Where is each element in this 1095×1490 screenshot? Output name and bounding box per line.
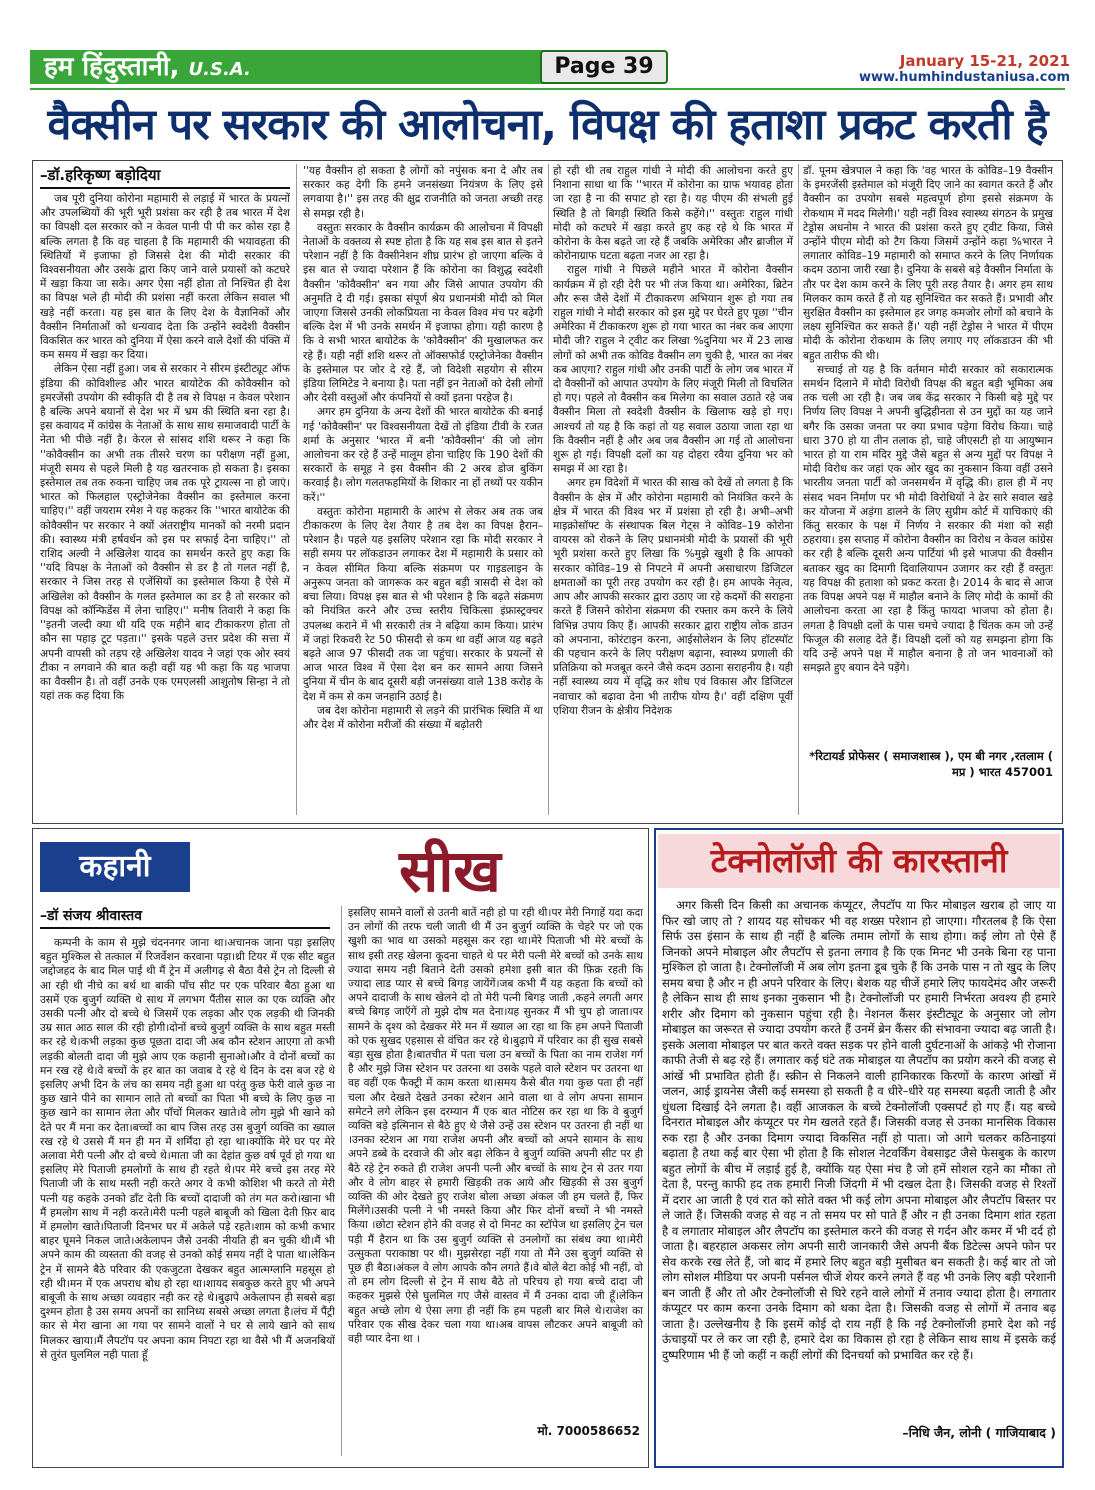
paragraph: अगर हम विदेशों में भारत की साख को देखें तो लगता है कि वैक्सीन के क्षेत्र में और कोरोना महामारी को नियंत्रित करने के क्षेत्र में भारत की विश्व भर में प्रशंसा हो रही है। अभी–अभी माइक्रोसॉफ्ट के संस्थापक बिल गेट्स ने कोविड–19 कोरोना वायरस को रोकने के लिए प्रधानमंत्री मोदी के प्रयासों की भूरी भूरी प्रशंसा करते हुए लिखा कि %मुझे खुशी है कि आपको सरकार कोविड–19 से निपटने में अपनी असाधारण डिजिटल क्षमताओं का पूरी तरह उपयोग कर रही है। हम आपके नेतृत्व, आप और आपकी सरकार द्वारा उठाए जा रहे कदमों की सराहना करते हैं जिसने कोरोना संक्रमण की रफ्तार कम करने के लिये विभिन्न उपाय किए हैं। आपकी सरकार द्वारा राष्ट्रीय लोक डाउन को अपनाना, कोरंटाइन करना, आईसोलेशन के लिए हॉटस्पॉट की पहचान करने के लिए परीक्षण बढ़ाना, स्वास्थ्य प्रणाली की प्रतिक्रिया को मजबूत करने जैसे कदम उठाना सराहनीय है। यही नहीं स्वास्थ्य व्यय में वृद्धि कर शोध एवं विकास और डिजिटल नवाचार को बढ़ावा देना भी तारीफ योग्य है।' वहीं दक्षिण पूर्वी एशिया रीजन के क्षेत्रीय निदेशक (553, 477, 793, 717)
author-signature: *रिटायर्ड प्रोफेसर ( समाजशास्त्र ), एम बी नगर ,रतलाम ( मप्र ) भारत 457001 (809, 749, 1053, 779)
article-headline: वैक्सीन पर सरकार की आलोचना, विपक्ष की हताशा प्रकट करती है (47, 100, 1048, 150)
tech-article-title: टेक्नोलॉजी की कारस्तानी (658, 834, 1060, 888)
paragraph: इसलिए सामने वालों से उतनी बातें नही हो पा रही थी।पर मेरी निगाहें यदा कदा उन लोगों की तरफ चली जाती थी मैं उन बुजुर्ग व्यक्ति के चेहरे पर जो एक खुशी का भाव था उसको महसूस कर रहा था।मेरे पिताजी भी मेरे बच्चों के साथ इसी तरह खेलना कूदना चाहते थे पर मेरी पत्नी मेरे बच्चों को उनके साथ ज्यादा समय नही बिताने देती उसको हमेशा इसी बात की फ़िक्र रहती कि ज्यादा लाड प्यार से बच्चे बिगड़ जायेंगें।जब कभी मैं यह कहता कि बच्चों को अपने दादाजी के साथ खेलने दो तो मेरी पत्नी बिगड़ जाती ,कहने लगती अगर बच्चे बिगड़ जाएँगें तो मुझे दोष मत देना।यह सुनकर मैं भी चुप हो जाता।पर सामने के दृश्य को देखकर मेरे मन में ख्याल आ रहा था कि हम अपने पिताजी को एक सुखद एहसास से वंचित कर रहे थे।बुढ़ापे में परिवार का ही सुख सबसे बड़ा सुख होता है।बातचीत में पता चला उन बच्चों के पिता का नाम राजेश गर्ग है और मुझे जिस स्टेशन पर उतरना था उसके पहले वाले स्टेशन पर उतरना था वह वहीं एक फैक्ट्री में काम करता था।समय कैसे बीत गया कुछ पता ही नहीं चला और देखते देखते उनका स्टेशन आने वाला था वे लोग अपना सामान समेटने लगे लेकिन इस दरम्यान मैं एक बात नोटिस कर रहा था कि वे बुजुर्ग व्यक्ति बड़े इत्मिनान से बैठे हुए थे जैसे उन्हें उस स्टेशन पर उतरना ही नहीं था ।उनका स्टेशन आ गया राजेश अपनी और बच्चों को अपने सामान के साथ अपने डब्बे के दरवाजे की ओर बढ़ा लेकिन वे बुजुर्ग व्यक्ति अपनी सीट पर ही बैठे रहे ट्रेन रुकते ही राजेश अपनी पत्नी और बच्चों के साथ ट्रेन से उतर गया और वे लोग बाहर से हमारी खिड़की तक आये और खिड़की से उस बुजुर्ग व्यक्ति की ओर देखते हुए राजेश बोला अच्छा अंकल जी हम चलते हैं, फिर मिलेंगे।उसकी पत्नी ने भी नमस्ते किया और फिर दोनों बच्चों ने भी नमस्ते किया ।छोटा स्टेशन होने की वजह से दो मिनट का स्टॉपेज था इसलिए ट्रेन चल पड़ी मैं हैरान था कि उस बुजुर्ग व्यक्ति से उनलोगों का संबंध क्या था।मेरी उत्सुकता पराकाष्ठा पर थी। मुझसेरहा नहीं गया तो मैंने उस बुजुर्ग व्यक्ति से पूछ ही बैठा।अंकल वे लोग आपके कौन लगते हैं।वे बोले बेटा कोई भी नहीं, वो तो हम लोग दिल्ली से ट्रेन में साथ बैठे तो परिचय हो गया बच्चे दादा जी कहकर मुझसे ऐसे घुलमिल गए जैसे वास्तव में मैं उनका दादा जी हूँ।लेकिन बहुत अच्छे लोग थे ऐसा लगा ही नहीं कि हम पहली बार मिले थे।राजेश का परिवार एक सीख देकर चला गया था।अब वापस लौटकर अपने बाबूजी को वही प्यार देना था । (348, 907, 643, 1346)
story-section-label: कहानी (40, 842, 190, 892)
story-byline: –डॉ संजय श्रीवास्तव (40, 906, 330, 929)
article-column-1 (40, 192, 290, 815)
story-column-1 (40, 936, 335, 1463)
newspaper-brand (30, 50, 590, 84)
tech-author-signature: –निधि जैन, लोनी ( गाजियाबाद ) (902, 1425, 1056, 1440)
column-divider (296, 164, 297, 815)
column-divider (798, 164, 799, 815)
brand-suffix: U.S.A. (188, 59, 251, 80)
page-number-badge: Page 39 (540, 50, 668, 84)
masthead-rule (30, 88, 1065, 90)
article-column-4 (803, 164, 1053, 746)
story-column-2 (348, 906, 643, 1418)
brand-name: हम हिंदुस्तानी, (44, 52, 180, 82)
paragraph: ''यह वैक्सीन हो सकता है लोगों को नपुंसक बना दे और तब सरकार कह देगी कि हमने जनसंख्या नियंत्रण के लिए इसे लगवाया है।'' इस तरह की क्षुद्र राजनीति को जनता अच्छी तरह से समझ रही है। (303, 165, 543, 220)
paragraph: जब देश कोरोना महामारी से लड़ने की प्रारंभिक स्थिति में था और देश में कोरोना मरीजों की संख्या में बढ़ोतरी (303, 704, 543, 731)
story-title: सीख (399, 837, 501, 905)
issue-date: January 15-21, 2021 (899, 52, 1070, 70)
tech-article-body (662, 898, 1056, 1420)
paragraph: वस्तुतः कोरोना महामारी के आरंभ से लेकर अब तक जब टीकाकरण के लिए देश तैयार है तब देश का विपक्ष हैरान–परेशान है। पहले यह इसलिए परेशान रहा कि मोदी सरकार ने सही समय पर लॉकडाउन लगाकर देश में महामारी के प्रसार को न केवल सीमित किया बल्कि संक्रमण पर गाइडलाइन के अनुरूप जनता को जागरूक कर बहुत बड़ी त्रासदी से देश को बचा लिया। विपक्ष इस बात से भी परेशान है कि बढ़ते संक्रमण को नियंत्रित करने और उच्च स्तरीय चिकित्सा इंफ्रास्ट्रक्चर उपलब्ध कराने में भी सरकारी तंत्र ने बढ़िया काम किया। प्रारंभ में जहां रिकवरी रेट 50 फीसदी से कम था वहीं आज यह बढ़ते बढ़ते आज 97 फीसदी तक जा पहुंचा। सरकार के प्रयत्नों से आज भारत विश्व में ऐसा देश बन कर सामने आया जिसने दुनिया में चीन के बाद दूसरी बड़ी जनसंख्या वाले 138 करोड़ के देश में कम से कम जनहानि उठाई है। (303, 505, 543, 703)
article-byline: –डॉ.हरिकृष्ण बड़ोदिया (40, 165, 290, 189)
paragraph: राहुल गांधी ने पिछले महीने भारत में कोरोना वैक्सीन कार्यक्रम में हो रही देरी पर भी तंज किया था। अमेरिका, ब्रिटेन और रूस जैसे देशों में टीकाकरण अभियान शुरू हो गया तब राहुल गांधी ने मोदी सरकार को इस मुद्दे पर घेरते हुए पूछा ''चीन अमेरिका में टीकाकरण शुरू हो गया भारत का नंबर कब आएगा मोदी जी? राहुल ने ट्वीट कर लिखा %दुनिया भर में 23 लाख लोगों को अभी तक कोविड वैक्सीन लग चुकी है, भारत का नंबर कब आएगा? राहुल गांधी और उनकी पार्टी के लोग जब भारत में दो वैक्सीनों को आपात उपयोग के लिए मंजूरी मिली तो विचलित हो गए। पहले तो वैक्सीन कब मिलेगा का सवाल उठाते रहे जब वैक्सीन मिला तो स्वदेशी वैक्सीन के खिलाफ खड़े हो गए। आश्चर्य तो यह है कि कहां तो यह सवाल उठाया जाता रहा था कि वैक्सीन नहीं है और अब जब वैक्सीन आ गई तो आलोचना शुरू हो गई। विपक्षी दलों का यह दोहरा रवैया दुनिया भर को समझ में आ रहा है। (553, 264, 793, 476)
paragraph: वस्तुतः सरकार के वैक्सीन कार्यक्रम की आलोचना में विपक्षी नेताओं के वक्तव्य से स्पष्ट होता है कि यह सब इस बात से इतने परेशान नहीं है कि वैक्सीनेशन शीघ्र प्रारंभ हो जाएगा बल्कि वे इस बात से ज्यादा परेशान हैं कि कोरोना का विशुद्ध स्वदेशी वैक्सीन 'कोवैक्सीन' बन गया और जिसे आपात उपयोग की अनुमति दे दी गई। इसका संपूर्ण श्रेय प्रधानमंत्री मोदी को मिल जाएगा जिससे उनकी लोकप्रियता ना केवल विश्व मंच पर बढ़ेगी बल्कि देश में भी उनके समर्थन में इजाफा होगा। यही कारण है कि वे सभी भारत बायोटेक के 'कोवैक्सीन' की मुखालफत कर रहे हैं। यही नहीं शशि थरूर तो ऑक्सफोर्ड एस्ट्रोजेनेका वैक्सीन के इस्तेमाल पर जोर दे रहे हैं, जो विदेशी सहयोग से सीरम इंडिया लिमिटेड ने बनाया है। पता नहीं इन नेताओं को देसी लोगों और देसी वस्तुओं और कंपनियों से क्यों इतना परहेज है। (303, 221, 543, 405)
column-divider (341, 906, 342, 1456)
paragraph: लेकिन ऐसा नहीं हुआ। जब से सरकार ने सीरम इंस्टीट्यूट ऑफ इंडिया की कोविशील्ड और भारत बायोटेक की कोवैक्सीन को इमरजेंसी उपयोग की स्वीकृति दी है तब से विपक्ष न केवल परेशान है बल्कि अपने बयानों से देश भर में भ्रम की स्थिति बना रहा है। इस कवायद में कांग्रेस के नेताओं के साथ साथ समाजवादी पार्टी के नेता भी पीछे नहीं है। केरल से सांसद शशि थरूर ने कहा कि ''कोवैक्सीन का अभी तक तीसरे चरण का परीक्षण नहीं हुआ, मंजूरी समय से पहले मिली है यह खतरनाक हो सकता है। इसका इस्तेमाल तब तक रुकना चाहिए जब तक पूरे ट्रायल्स ना हो जाएं। भारत को फिलहाल एस्ट्रोजेनेका वैक्सीन का इस्तेमाल करना चाहिए।'' वहीं जयराम रमेश ने यह कहकर कि ''भारत बायोटेक की कोवैक्सीन पर सरकार ने क्यों अंतराष्ट्रीय मानकों को नरमी प्रदान की। स्वास्थ्य मंत्री हर्षवर्धन को इस पर सफाई देना चाहिए।'' तो राशिद अल्वी ने अखिलेश यादव का समर्थन करते हुए कहा कि ''यदि विपक्ष के नेताओं को वैक्सीन से डर है तो गलत नहीं है, सरकार ने जिस तरह से एजेंसियों का इस्तेमाल किया है ऐसे में अखिलेश को वैक्सीन के गलत इस्तेमाल का डर है तो सरकार को विपक्ष को कॉन्फिडेंस में लेना चाहिए।'' मनीष तिवारी ने कहा कि ''इतनी जल्दी क्या थी यदि एक महीने बाद टीकाकरण होता तो कौन सा पहाड़ टूट पड़ता।'' इसके पहले उत्तर प्रदेश की सत्ता में अपनी वापसी को तड़प रहे अखिलेश यादव ने जहां एक ओर स्वयं टीका न लगवाने की बात कही वहीं यह भी कहा कि यह भाजपा का वैक्सीन है। तो वहीं उनके एक एमएलसी आशुतोष सिन्हा ने तो यहां तक कह दिया कि (40, 363, 290, 703)
paragraph: अगर हम दुनिया के अन्य देशों की भारत बायोटेक की बनाई गई 'कोवैक्सीन' पर विश्वसनीयता देखें तो इंडिया टीवी के रजत शर्मा के अनुसार 'भारत में बनी 'कोवैक्सीन' की जो लोग आलोचना कर रहे हैं उन्हें मालूम होना चाहिए कि 190 देशों की सरकारों के समूह ने इस वैक्सीन की 2 अरब डोज बुकिंग करवाई है। लोग गलतफहमियों के शिकार ना हों तथ्यों पर यकीन करें।'' (303, 406, 543, 504)
paragraph: सच्चाई तो यह है कि वर्तमान मोदी सरकार को सकारात्मक समर्थन दिलाने में मोदी विरोधी विपक्ष की बहुत बड़ी भूमिका अब तक चली आ रही है। जब जब केंद्र सरकार ने किसी बड़े मुद्दे पर निर्णय लिए विपक्ष ने अपनी बुद्धिहीनता से उन मुद्दों का यह जाने बगैर कि उसका जनता पर क्या प्रभाव पड़ेगा विरोध किया। चाहे धारा 370 हो या तीन तलाक हो, चाहे जीएसटी हो या आयुष्मान भारत हो या राम मंदिर मुद्दे जैसे बहुत से अन्य मुद्दों पर विपक्ष ने मोदी विरोध कर जहां एक ओर खुद का नुकसान किया वहीं उसने भारतीय जनता पार्टी को जनसमर्थन में वृद्धि की। हाल ही में नए संसद भवन निर्माण पर भी मोदी विरोधियों ने ढेर सारे सवाल खड़े कर योजना में अड़ंगा डालने के लिए सुप्रीम कोर्ट में याचिकाएं की किंतु सरकार के पक्ष में निर्णय ने सरकार की मंशा को सही ठहराया। इस सप्ताह में कोरोना वैक्सीन का विरोध न केवल कांग्रेस कर रही है बल्कि दूसरी अन्य पार्टियां भी इसे भाजपा की वैक्सीन बताकर खुद का दिमागी दिवालियापन उजागर कर रही हैं वस्तुतः यह विपक्ष की हताशा को प्रकट करता है। 2014 के बाद से आज तक विपक्ष अपने पक्ष में माहौल बनाने के लिए मोदी के कामों की आलोचना करता आ रहा है किंतु फायदा भाजपा को होता है। लगता है विपक्षी दलों के पास चमचे ज्यादा है चिंतक कम जो उन्हें फिजूल की सलाह देते हैं। विपक्षी दलों को यह समझना होगा कि यदि उन्हें अपने पक्ष में माहौल बनाना है तो जन भावनाओं को समझते हुए बयान देने पड़ेंगे। (803, 363, 1053, 675)
paragraph: डॉ. पूनम खेत्रपाल ने कहा कि 'वह भारत के कोविड–19 वैक्सीन के इमरजेंसी इस्तेमाल को मंजूरी दिए जाने का स्वागत करते हैं और वैक्सीन का उपयोग सबसे महत्वपूर्ण होगा इससे संक्रमण के रोकथाम में मदद मिलेगी।' यही नहीं विश्व स्वास्थ्य संगठन के प्रमुख टेड्रोस अधनोम ने भारत की प्रशंसा करते हुए ट्वीट किया, जिसे उन्होंने पीएम मोदी को टैग किया जिसमें उन्होंने कहा %भारत ने लगातार कोविड–19 महामारी को समाप्त करने के लिए निर्णायक कदम उठाना जारी रखा है। दुनिया के सबसे बड़े वैक्सीन निर्माता के तौर पर देश काम करने के लिए पूरी तरह तैयार है। अगर हम साथ मिलकर काम करते हैं तो यह सुनिश्चित कर सकते हैं। प्रभावी और सुरक्षित वैक्सीन का इस्तेमाल हर जगह कमजोर लोगों को बचाने के लक्ष्य सुनिश्चित कर सकते हैं।' यही नहीं टेड्रोस ने भारत में पीएम मोदी के कोरोना रोकथाम के लिए लगाए गए लॉकडाउन की भी बहुत तारीफ की थी। (803, 165, 1053, 362)
paragraph: जब पूरी दुनिया कोरोना महामारी से लड़ाई में भारत के प्रयत्नों और उपलब्धियों की भूरी भूरी प्रशंसा कर रही है तब भारत में देश का विपक्षी दल सरकार को न केवल पानी पी पी कर कोस रहा है बल्कि लगता है कि वह चाहता है कि महामारी की भयावहता की स्थितियों में इजाफा हो जिससे देश की मोदी सरकार की विश्वसनीयता और उसके द्वारा किए जाने वाले प्रयासों को कटघरे में खड़ा किया जा सके। अगर ऐसा नहीं होता तो निश्चित ही देश का विपक्ष भले ही मोदी की प्रशंसा नहीं करता लेकिन सवाल भी खड़े नहीं करता। यह इस बात के लिए देश के वैज्ञानिकों और वैक्सीन निर्माताओं को धन्यवाद देता कि उन्होंने स्वदेशी वैक्सीन विकसित कर भारत को दुनिया में ऐसा करने वाले देशों की पंक्ति में कम समय में खड़ा कर दिया। (40, 193, 290, 362)
author-mobile: मो. 7000586652 (537, 1424, 640, 1438)
website-link[interactable]: www.humhindustaniusa.com (858, 70, 1070, 85)
paragraph: अगर किसी दिन किसी का अचानक कंप्यूटर, लैपटॉप या फिर मोबाइल खराब हो जाए या फिर खो जाए तो ? शायद यह सोचकर भी वह शख्स परेशान हो जाएगा। गौरतलब है कि ऐसा सिर्फ उस इंसान के साथ ही नहीं है बल्कि तमाम लोगों के साथ होगा। कई लोग तो ऐसे हैं जिनको अपने मोबाइल और लैपटॉप से इतना लगाव है कि एक मिनट भी उनके बिना रह पाना मुश्किल हो जाता है। टेक्नोलॉजी में अब लोग इतना डूब चुके हैं कि उनके पास न तो खुद के लिए समय बचा है और न ही अपने परिवार के लिए। बेशक यह चीजें हमारे लिए फायदेमंद और जरूरी है लेकिन साथ ही साथ इनका नुकसान भी है। टेक्नोलॉजी पर हमारी निर्भरता अवश्य ही हमारे शरीर और दिमाग को नुकसान पहुंचा रही है। नेशनल कैंसर इंस्टीट्यूट के अनुसार जो लोग मोबाइल का जरूरत से ज्यादा उपयोग करते हैं उनमें ब्रेन कैंसर की संभावना ज्यादा बढ़ जाती है। इसके अलावा मोबाइल पर बात करते वक्त सड़क पर होने वाली दुर्घटनाओं के आंकड़े भी रोजाना काफी तेजी से बढ़ रहे हैं। लगातार कई घंटे तक मोबाइल या लैपटॉप का प्रयोग करने की वजह से आंखें भी प्रभावित होती हैं। स्क्रीन से निकलने वाली हानिकारक किरणों के कारण आंखों में जलन, आई ड्रायनेस जैसी कई समस्या हो सकती है व धीरे–धीरे यह समस्या बढ़ती जाती है और धुंधला दिखाई देने लगता है। वहीं आजकल के बच्चे टेक्नोलॉजी एक्सपर्ट हो गए हैं। यह बच्चे दिनरात मोबाइल और कंप्यूटर पर गेम खलते रहते हैं। जिसकी वजह से उनका मानसिक विकास रुक रहा है और उनका दिमाग ज्यादा विकसित नहीं हो पाता। जो आगे चलकर कठिनाइयां बढ़ाता है तथा कई बार ऐसा भी होता है कि सोशल नेटवर्किंग वेबसाइट जैसे फेसबुक के कारण बहुत लोगों के बीच में लड़ाई हुई है, क्योंकि यह ऐसा मंच है जो हमें सोशल रहने का मौका तो देता है, परन्तु काफी हद तक हमारी निजी जिंदगी में भी दखल देता है। जिसकी वजह से रिश्तों में दरार आ जाती है एवं रात को सोते वक्त भी कई लोग अपना मोबाइल और लैपटॉप बिस्तर पर ले जाते हैं। जिसकी वजह से वह न तो समय पर सो पाते हैं और न ही उनका दिमाग शांत रहता है व लगातार मोबाइल और लैपटॉप का इस्तेमाल करने की वजह से गर्दन और कमर में भी दर्द हो जाता है। बहरहाल अकसर लोग अपनी सारी जानकारी जैसे अपनी बैंक डिटेल्स अपने फोन पर सेव करके रख लेते हैं, जो बाद में हमारे लिए बहुत बड़ी मुसीबत बन सकती है। कई बार तो जो लोग सोशल मीडिया पर अपनी पर्सनल चीजें शेयर करने लगते हैं वह भी उनके लिए बड़ी परेशानी बन जाती हैं और तो और टेक्नोलॉजी से घिरे रहने वाले लोगों में तनाव ज्यादा होता है। लगातार कंप्यूटर पर काम करना उनके दिमाग को थका देता है। जिसकी वजह से लोगों में तनाव बढ़ जाता है। उल्लेखनीय है कि इसमें कोई दो राय नहीं है कि नई टेक्नोलॉजी हमारे देश को नई ऊंचाइयों पर ले कर जा रही है, हमारे देश का विकास हो रहा है लेकिन साथ साथ में इसके कई दुष्परिणाम भी हैं जो कहीं न कहीं लोगों की दिनचर्या को प्रभावित कर रहे हैं। (662, 898, 1056, 1362)
article-column-2 (303, 164, 543, 815)
article-column-3 (553, 164, 793, 815)
paragraph: कम्पनी के काम से मुझे चंदननगर जाना था।अचानक जाना पड़ा इसलिए बहुत मुश्किल से तत्काल में रिजर्वेशन करवाना पड़ा।थ्री टियर में एक सीट बहुत जद्दोजहद के बाद मिल पाई थी मैं ट्रेन में अलीगढ़ से बैठा वैसे ट्रेन तो दिल्ली से आ रही थी नीचे का बर्थ था बाकी पाँच सीट पर एक परिवार बैठा हुआ था उसमें एक बुजुर्ग व्यक्ति थे साथ में लगभग पैंतीस साल का एक व्यक्ति और उसकी पत्नी और दो बच्चे थे जिसमें एक लड़का और एक लड़की थी जिनकी उम्र सात आठ साल की रही होगी।दोनों बच्चे बुजुर्ग व्यक्ति के साथ बहुत मस्ती कर रहे थे।कभी लड़का कुछ पूछता दादा जी अब कौन स्टेशन आएगा तो कभी लड़की बोलती दादा जी मुझे आप एक कहानी सुनाओ।और वे दोनों बच्चों का मन रख रहे थे।वे बच्चों के हर बात का जवाब दे रहे थे दिन के दस बज रहे थे इसलिए अभी दिन के लंच का समय नही हुआ था परंतु कुछ फेरी वाले कुछ ना कुछ खाने पीने का सामान लाते तो बच्चों का पिता भी बच्चे के लिए कुछ ना कुछ खाने का सामान लेता और पाँचों मिलकर खाते।वे लोग मुझे भी खाने को देते पर मैं मना कर देता।बच्चों का बाप जिस तरह उस बुजुर्ग व्यक्ति का ख्याल रख रहे थे उससे मैं मन ही मन में शर्मिंदा हो रहा था।क्योंकि मेरे घर पर मेरे अलावा मेरी पत्नी और दो बच्चे थे।माता जी का देहांत कुछ वर्ष पूर्व हो गया था इसलिए मेरे पिताजी हमलोगों के साथ ही रहते थे।पर मेरे बच्चे इस तरह मेरे पिताजी जी के साथ मस्ती नही करते अगर वे कभी कोशिश भी करते तो मेरी पत्नी यह कहके उनको डाँट देती कि बच्चों दादाजी को तंग मत करो।खाना भी मैं हमलोग साथ में नही करते।मेरी पत्नी पहले बाबूजी को खिला देती फ़िर बाद में हमलोग खाते।पिताजी दिनभर घर में अकेले पड़े रहते।शाम को कभी कभार बाहर घूमने निकल जाते।अकेलापन जैसे उनकी नीयति ही बन चुकी थी।मैं भी अपने काम की व्यस्तता की वजह से उनको कोई समय नहीं दे पाता था।लेकिन ट्रेन में सामने बैठे परिवार की एकजुटता देखकर बहुत आत्मग्लानि महसूस हो रही थी।मन में एक अपराध बोध हो रहा था।शायद सबकुछ करते हुए भी अपने बाबूजी के साथ अच्छा व्यवहार नही कर रहे थे।बुढ़ापे अकेलापन ही सबसे बड़ा दुश्मन होता है उस समय अपनों का सानिध्य सबसे अच्छा लगता है।लंच में पैंट्री कार से मेरा खाना आ गया पर सामने वालों ने घर से लाये खाने को साथ मिलकर खाया।मैं लैपटॉप पर अपना काम निपटा रहा था वैसे भी मैं अजनबियों से तुरंत घुलमिल नही पाता हूँ (40, 937, 335, 1361)
paragraph: हो रही थी तब राहुल गांधी ने मोदी की आलोचना करते हुए निशाना साधा था कि ''भारत में कोरोना का ग्राफ भयावह होता जा रहा है ना की सपाट हो रहा है। यह पीएम की संभली हुई स्थिति है तो बिगड़ी स्थिति किसे कहेंगे।'' वस्तुतः राहुल गांधी मोदी को कटघरे में खड़ा करते हुए कह रहे थे कि भारत में कोरोना के केस बढ़ते जा रहे हैं जबकि अमेरिका और ब्राजील में कोरोनाग्राफ घटता बढ़ता नजर आ रहा है। (553, 165, 793, 263)
column-divider (548, 164, 549, 815)
